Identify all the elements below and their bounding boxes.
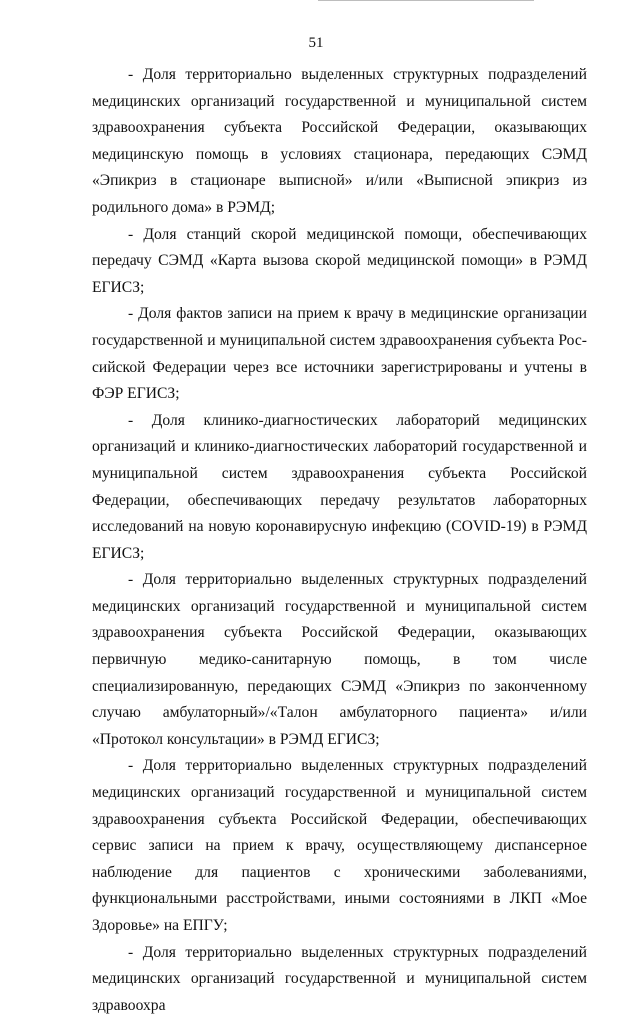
paragraph-5: - Доля территориально выделенных структурных подразделений медицинских организаций государственной и муниципальной систем здравоохранения субъекта Российской Федерации, оказывающих первичную медико-санитарную помощь, в том числе специализированную, передающих СЭМД «Эпикриз по законченному случаю амбулаторный»/«Талон амбулаторного пациента» и/или «Протокол консультации» в РЭМД ЕГИСЗ;: [92, 571, 587, 748]
top-edge-rule: [318, 0, 534, 1]
paragraph-4: - Доля клинико-диагностических лабораторий медицинских организаций и клинико-диагностических лабораторий государственной и муниципальной систем здравоохранения субъекта Российской Федерации, обеспечивающих передачу результатов лабораторных исследований на новую коронавирусную инфекцию (COVID-19) в РЭМД ЕГИСЗ;: [92, 411, 587, 562]
paragraph-1: - Доля территориально выделенных структурных подразделений медицинских организаций государственной и муниципальной систем здравоохранения субъекта Российской Федерации, оказывающих медицинскую помощь в условиях стационара, передающих СЭМД «Эпикриз в стационаре выписной» и/или «Выписной эпикриз из родильного дома» в РЭМД;: [92, 66, 587, 216]
paragraph-3: - Доля фактов записи на прием к врачу в медицинские организации государственной и муниципальной систем здравоохранения субъекта Российской Федерации через все источники зарегистрированы и учтены в ФЭР ЕГИСЗ;: [92, 305, 587, 403]
paragraph-7: - Доля территориально выделенных структурных подразделений медицинских организаций государственной и муниципальной систем здравоохра: [92, 943, 587, 1014]
paragraph-2: - Доля станций скорой медицинской помощи, обеспечивающих передачу СЭМД «Карта вызова скорой медицинской помощи» в РЭМД ЕГИСЗ;: [92, 225, 587, 296]
paragraph-6: - Доля территориально выделенных структурных подразделений медицинских организаций государственной и муниципальной систем здравоохранения субъекта Российской Федерации, обеспечивающих сервис записи на прием к врачу, осуществляющему диспансерное наблюдение для пациентов с хроническими заболеваниями, функциональными расстройствами, иными состояниями в ЛКП «Мое Здоровье» на ЕПГУ;: [92, 757, 587, 934]
page-number: 51: [308, 35, 324, 51]
document-body: [92, 62, 587, 1019]
